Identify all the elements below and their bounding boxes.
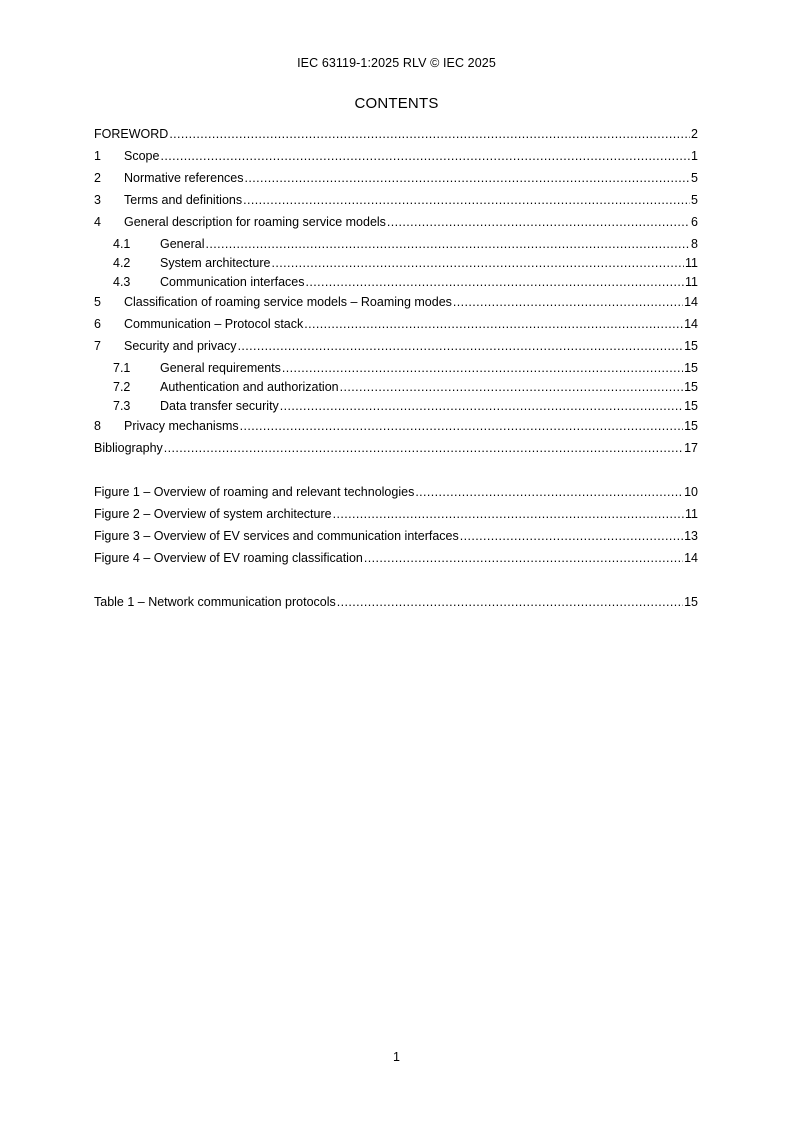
toc-entry-number: 7.3	[113, 399, 131, 413]
dot-leader	[415, 484, 683, 500]
toc-entry-label: Security and privacy	[124, 339, 237, 353]
toc-entry-number: 4.3	[113, 275, 131, 289]
dot-leader	[169, 126, 690, 142]
toc-entry-page: 15	[684, 419, 698, 433]
toc-entry-page: 5	[691, 171, 698, 185]
figure-entry-label: Figure 4 – Overview of EV roaming classification	[94, 551, 363, 565]
toc-entry-number: 7.2	[113, 380, 131, 394]
toc-entry-7-3-data-transfer-security[interactable]	[94, 398, 698, 414]
dot-leader	[164, 440, 683, 456]
dot-leader	[453, 294, 683, 310]
toc-entry-number: 3	[94, 193, 101, 207]
toc-entry-label: Terms and definitions	[124, 193, 243, 207]
page-number: 1	[393, 1050, 400, 1064]
dot-leader	[304, 316, 683, 332]
toc-entry-label: Authentication and authorization	[160, 380, 339, 394]
toc-entry-label: General description for roaming service models	[124, 215, 386, 229]
dot-leader	[205, 236, 690, 252]
toc-entry-label: Data transfer security	[160, 399, 279, 413]
toc-entry-7-2-authentication[interactable]	[94, 379, 698, 395]
toc-entry-page: 11	[685, 256, 698, 270]
toc-entry-label: Classification of roaming service models – Roaming modes	[124, 295, 452, 309]
toc-entry-4-1-general[interactable]	[94, 236, 698, 252]
figure-entry-page: 14	[684, 551, 698, 565]
toc-entry-page: 15	[684, 380, 698, 394]
figure-entry-page: 11	[685, 507, 698, 521]
toc-entry-page: 15	[684, 361, 698, 375]
table-entry-label: Table 1 – Network communication protocols	[94, 595, 336, 609]
toc-entry-page: 14	[684, 317, 698, 331]
toc-entry-page: 2	[691, 127, 698, 141]
toc-entry-terms-and-definitions[interactable]	[94, 192, 698, 208]
toc-entry-number: 7.1	[113, 361, 131, 375]
toc-entry-number: 1	[94, 149, 101, 163]
toc-entry-scope[interactable]	[94, 148, 698, 164]
figure-entry-page: 13	[684, 529, 698, 543]
toc-entry-general-description[interactable]	[94, 214, 698, 230]
figure-entry-label: Figure 1 – Overview of roaming and relevant technologies	[94, 485, 415, 499]
toc-entry-number: 2	[94, 171, 101, 185]
dot-leader	[243, 192, 690, 208]
toc-entry-normative-references[interactable]	[94, 170, 698, 186]
figure-entry-label: Figure 2 – Overview of system architecture	[94, 507, 332, 521]
toc-entry-privacy-mechanisms[interactable]	[94, 418, 698, 434]
toc-entry-page: 15	[684, 339, 698, 353]
toc-entry-classification[interactable]	[94, 294, 698, 310]
toc-entry-4-3-communication-interfaces[interactable]	[94, 274, 698, 290]
toc-entry-security-and-privacy[interactable]	[94, 338, 698, 354]
figure-entry-4[interactable]	[94, 550, 698, 566]
toc-entry-page: 17	[684, 441, 698, 455]
toc-entry-label: Communication – Protocol stack	[124, 317, 304, 331]
toc-entry-label: System architecture	[160, 256, 271, 270]
dot-leader	[160, 148, 690, 164]
dot-leader	[245, 170, 691, 186]
toc-entry-number: 8	[94, 419, 101, 433]
dot-leader	[306, 274, 685, 290]
document-header: IEC 63119-1:2025 RLV © IEC 2025	[297, 56, 496, 70]
dot-leader	[460, 528, 683, 544]
figure-entry-2[interactable]	[94, 506, 698, 522]
toc-entry-number: 5	[94, 295, 101, 309]
toc-entry-4-2-system-architecture[interactable]	[94, 255, 698, 271]
toc-entry-page: 14	[684, 295, 698, 309]
dot-leader	[280, 398, 683, 414]
toc-entry-label: Scope	[124, 149, 160, 163]
dot-leader	[337, 594, 683, 610]
toc-entry-label: Communication interfaces	[160, 275, 305, 289]
dot-leader	[387, 214, 690, 230]
table-entry-1[interactable]	[94, 594, 698, 610]
toc-entry-page: 15	[684, 399, 698, 413]
toc-entry-bibliography[interactable]	[94, 440, 698, 456]
contents-title: CONTENTS	[354, 95, 439, 112]
toc-entry-number: 4.2	[113, 256, 131, 270]
toc-entry-page: 11	[685, 275, 698, 289]
dot-leader	[282, 360, 683, 376]
toc-entry-label: Bibliography	[94, 441, 163, 455]
dot-leader	[333, 506, 684, 522]
figure-entry-1[interactable]	[94, 484, 698, 500]
toc-entry-label: Normative references	[124, 171, 244, 185]
dot-leader	[238, 338, 684, 354]
toc-entry-label: General	[160, 237, 205, 251]
figure-entry-3[interactable]	[94, 528, 698, 544]
toc-entry-number: 4.1	[113, 237, 131, 251]
toc-entry-page: 1	[691, 149, 698, 163]
dot-leader	[364, 550, 683, 566]
figure-entry-page: 10	[684, 485, 698, 499]
toc-entry-foreword[interactable]	[94, 126, 698, 142]
toc-entry-label: Privacy mechanisms	[124, 419, 239, 433]
toc-entry-page: 8	[691, 237, 698, 251]
toc-entry-number: 4	[94, 215, 101, 229]
table-entry-page: 15	[684, 595, 698, 609]
dot-leader	[240, 418, 683, 434]
dot-leader	[271, 255, 684, 271]
toc-entry-7-1-general-requirements[interactable]	[94, 360, 698, 376]
toc-entry-number: 6	[94, 317, 101, 331]
toc-entry-number: 7	[94, 339, 101, 353]
dot-leader	[340, 379, 683, 395]
toc-entry-label: FOREWORD	[94, 127, 169, 141]
figure-entry-label: Figure 3 – Overview of EV services and communication interfaces	[94, 529, 459, 543]
toc-entry-communication-protocol-stack[interactable]	[94, 316, 698, 332]
toc-entry-page: 5	[691, 193, 698, 207]
toc-entry-page: 6	[691, 215, 698, 229]
toc-entry-label: General requirements	[160, 361, 281, 375]
